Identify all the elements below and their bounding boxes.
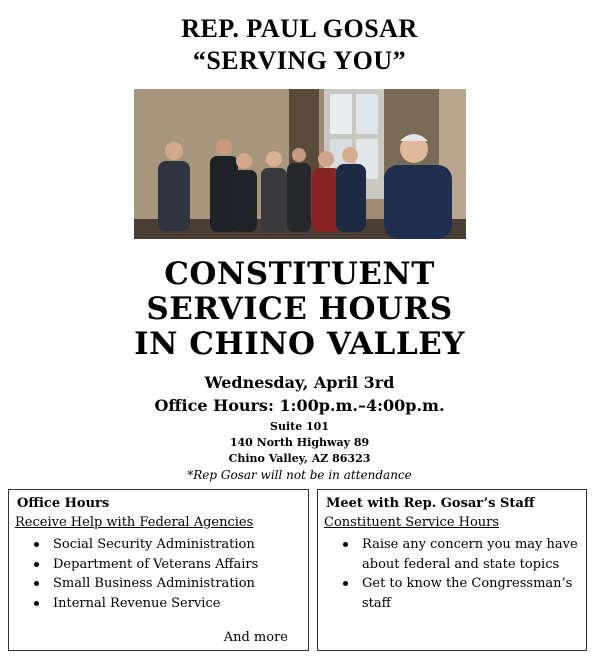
address-suite: Suite 101 <box>270 420 329 433</box>
event-date: Wednesday, April 3rd <box>204 373 395 392</box>
list-item <box>9 594 258 614</box>
staff-list <box>318 535 582 613</box>
staff-box-title: Meet with Rep. Gosar’s Staff <box>326 496 535 511</box>
address-city: Chino Valley, AZ 86323 <box>228 452 371 465</box>
address-street: 140 North Highway 89 <box>229 436 370 449</box>
list-item-label: Department of Veterans Affairs <box>53 556 259 572</box>
office-hours-subtitle: Receive Help with Federal Agencies <box>15 515 254 530</box>
bullet-icon <box>34 601 39 606</box>
bullet-icon <box>34 542 39 547</box>
list-item-label: Get to know the Congressman’s staff <box>362 576 573 611</box>
and-more-label: And more <box>223 630 288 645</box>
bullet-icon <box>343 581 348 586</box>
office-hours-title: Office Hours <box>17 496 110 511</box>
list-item <box>9 535 258 555</box>
list-item <box>9 574 258 594</box>
headline-line-2: SERVICE HOURS <box>146 291 453 327</box>
list-item-label: Small Business Administration <box>53 576 255 591</box>
headline-line-1: CONSTITUENT <box>164 256 435 292</box>
staff-box <box>317 489 587 651</box>
list-item <box>318 535 582 574</box>
header-tagline: “SERVING YOU” <box>192 46 407 75</box>
list-item-label: Raise any concern you may have about federal and state topics <box>362 537 578 572</box>
list-item-label: Internal Revenue Service <box>53 595 221 611</box>
headline-line-3: IN CHINO VALLEY <box>134 326 465 362</box>
staff-box-subtitle: Constituent Service Hours <box>324 515 500 530</box>
office-hours-box <box>8 489 309 651</box>
bullet-icon <box>34 562 39 567</box>
bullet-icon <box>343 542 348 547</box>
event-photo <box>134 89 466 239</box>
list-item-label: Social Security Administration <box>53 537 255 552</box>
agency-list <box>9 535 258 613</box>
header-title: REP. PAUL GOSAR <box>181 14 418 43</box>
bullet-icon <box>34 581 39 586</box>
list-item <box>9 555 258 575</box>
event-hours: Office Hours: 1:00p.m.–4:00p.m. <box>154 396 445 415</box>
list-item <box>318 574 582 613</box>
attendance-note: *Rep Gosar will not be in attendance <box>187 468 412 482</box>
